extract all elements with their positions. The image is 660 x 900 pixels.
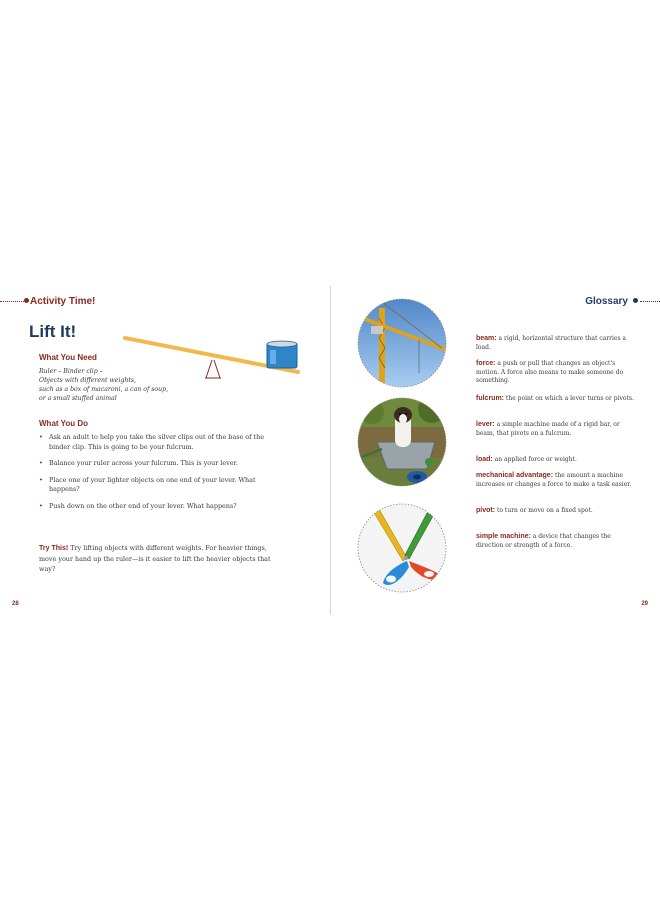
materials-list — [39, 367, 168, 403]
glossary-entry — [476, 507, 636, 516]
materials-line: or a small stuffed animal — [39, 395, 117, 402]
step-text: Balance your ruler across your fulcrum. This is your lever. — [49, 459, 238, 467]
bullet-icon: • — [39, 475, 43, 484]
page-number-left: 28 — [12, 601, 19, 607]
try-this-label: Try This! — [39, 545, 69, 552]
glossary-entry — [476, 533, 636, 550]
glossary-entry — [476, 421, 636, 438]
glossary-term: simple machine: — [476, 533, 531, 540]
construction-crane-photo — [357, 298, 447, 388]
steps-list — [39, 433, 279, 518]
materials-line: such as a box of macaroni, a can of soup, — [39, 386, 169, 393]
binder-clip-fulcrum-icon — [205, 360, 221, 378]
step-text: Push down on the other end of your lever. What happens? — [49, 501, 237, 510]
bullet-icon: • — [39, 433, 43, 441]
page-number-right: 29 — [641, 601, 648, 607]
activity-time-label: Activity Time! — [30, 296, 96, 307]
right-header-bullet — [633, 298, 638, 303]
glossary-term: fulcrum: — [476, 395, 504, 402]
bullet-icon: • — [39, 459, 43, 467]
glossary-term: mechanical advantage: — [476, 472, 554, 479]
glossary-definition: the amount a machine increases or changes a force to make a task easier. — [476, 472, 632, 488]
glossary-term: force: — [476, 360, 496, 367]
glossary-term: lever: — [476, 421, 495, 428]
materials-line: Ruler – Binder clip – — [39, 368, 103, 375]
right-header-dotted-rule — [640, 301, 660, 302]
step-item — [39, 476, 279, 495]
glossary-term: load: — [476, 456, 493, 463]
glossary-definition: the point on which a lever turns or pivots. — [505, 395, 634, 402]
dog-in-wheelbarrow-photo — [357, 397, 447, 487]
scissors-photo — [357, 503, 447, 593]
glossary-definition: an applied force or weight. — [494, 456, 577, 463]
glossary-entry — [476, 472, 636, 489]
glossary-definition: a simple machine made of a rigid bar, or beam, that pivots on a fulcrum. — [476, 421, 620, 437]
glossary-entry — [476, 456, 636, 465]
materials-line: Objects with different weights, — [39, 377, 136, 384]
step-text: Ask an adult to help you take the silver clips out of the base of the binder clip. This is going to be your fulcrum. — [49, 433, 265, 451]
glossary-entry — [476, 335, 636, 352]
soup-can-icon — [267, 341, 297, 368]
step-item — [39, 459, 279, 469]
glossary-definition: a device that changes the direction or strength of a force. — [476, 533, 611, 549]
glossary-entry — [476, 395, 636, 404]
step-text: Place one of your lighter objects on one end of your lever. What happens? — [49, 475, 256, 493]
try-this-text: Try lifting objects with different weights. For heavier things, move your hand up the ruler—is it easier to lift the heavier objects that way? — [39, 544, 271, 573]
page-title: Lift It! — [29, 322, 77, 341]
glossary-term: pivot: — [476, 507, 496, 514]
try-this-box — [39, 543, 279, 574]
glossary-entry — [476, 360, 636, 386]
lever-illustration — [0, 0, 330, 400]
glossary-definition: to turn or move on a fixed spot. — [496, 507, 593, 514]
glossary-label: Glossary — [585, 296, 628, 307]
glossary-definition: a rigid, horizontal structure that carries a load. — [476, 335, 627, 351]
what-you-do-heading: What You Do — [39, 419, 89, 428]
bullet-icon: • — [39, 501, 43, 510]
step-item — [39, 502, 279, 512]
glossary-term: beam: — [476, 335, 497, 342]
glossary-definition: a push or pull that changes an object's motion. A force also means to make someone do something. — [476, 360, 624, 385]
what-you-need-heading: What You Need — [39, 353, 97, 362]
step-item — [39, 433, 279, 452]
